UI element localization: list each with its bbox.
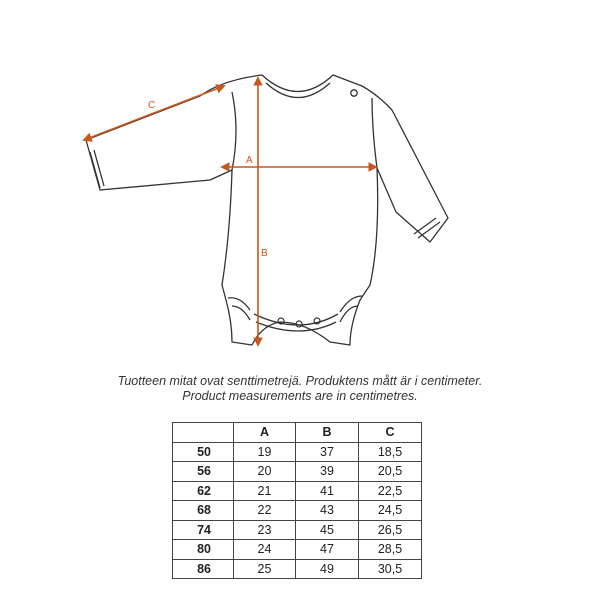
value-cell-b: 49 [296, 559, 359, 579]
table-header-row [173, 423, 422, 443]
value-cell-a: 23 [234, 520, 296, 540]
label-a: A [246, 155, 253, 166]
value-cell-c: 30,5 [359, 559, 422, 579]
table-row [173, 462, 422, 482]
caption-line-1: Tuotteen mitat ovat senttimetrejä. Produktens mått är i centimeter. [117, 374, 483, 388]
table-row [173, 520, 422, 540]
caption-line-2: Product measurements are in centimetres. [182, 389, 418, 403]
table-row [173, 442, 422, 462]
header-cell-b: B [296, 423, 359, 443]
table-row [173, 540, 422, 560]
value-cell-b: 47 [296, 540, 359, 560]
label-b: B [261, 248, 268, 259]
size-table [172, 422, 422, 579]
value-cell-c: 18,5 [359, 442, 422, 462]
arrow-c [84, 86, 224, 140]
value-cell-a: 24 [234, 540, 296, 560]
size-cell: 80 [173, 540, 234, 560]
value-cell-a: 20 [234, 462, 296, 482]
size-cell: 86 [173, 559, 234, 579]
size-cell: 74 [173, 520, 234, 540]
table-row [173, 501, 422, 521]
value-cell-b: 37 [296, 442, 359, 462]
value-cell-a: 22 [234, 501, 296, 521]
value-cell-c: 20,5 [359, 462, 422, 482]
size-cell: 50 [173, 442, 234, 462]
bodysuit-outline [86, 75, 448, 345]
value-cell-c: 24,5 [359, 501, 422, 521]
value-cell-a: 21 [234, 481, 296, 501]
value-cell-c: 28,5 [359, 540, 422, 560]
header-cell-c: C [359, 423, 422, 443]
header-cell-size [173, 423, 234, 443]
value-cell-b: 45 [296, 520, 359, 540]
table-row [173, 559, 422, 579]
value-cell-c: 26,5 [359, 520, 422, 540]
label-c: C [148, 100, 156, 111]
table-row [173, 481, 422, 501]
value-cell-c: 22,5 [359, 481, 422, 501]
value-cell-b: 43 [296, 501, 359, 521]
value-cell-b: 41 [296, 481, 359, 501]
size-cell: 62 [173, 481, 234, 501]
size-cell: 68 [173, 501, 234, 521]
value-cell-a: 25 [234, 559, 296, 579]
value-cell-b: 39 [296, 462, 359, 482]
header-cell-a: A [234, 423, 296, 443]
value-cell-a: 19 [234, 442, 296, 462]
size-cell: 56 [173, 462, 234, 482]
